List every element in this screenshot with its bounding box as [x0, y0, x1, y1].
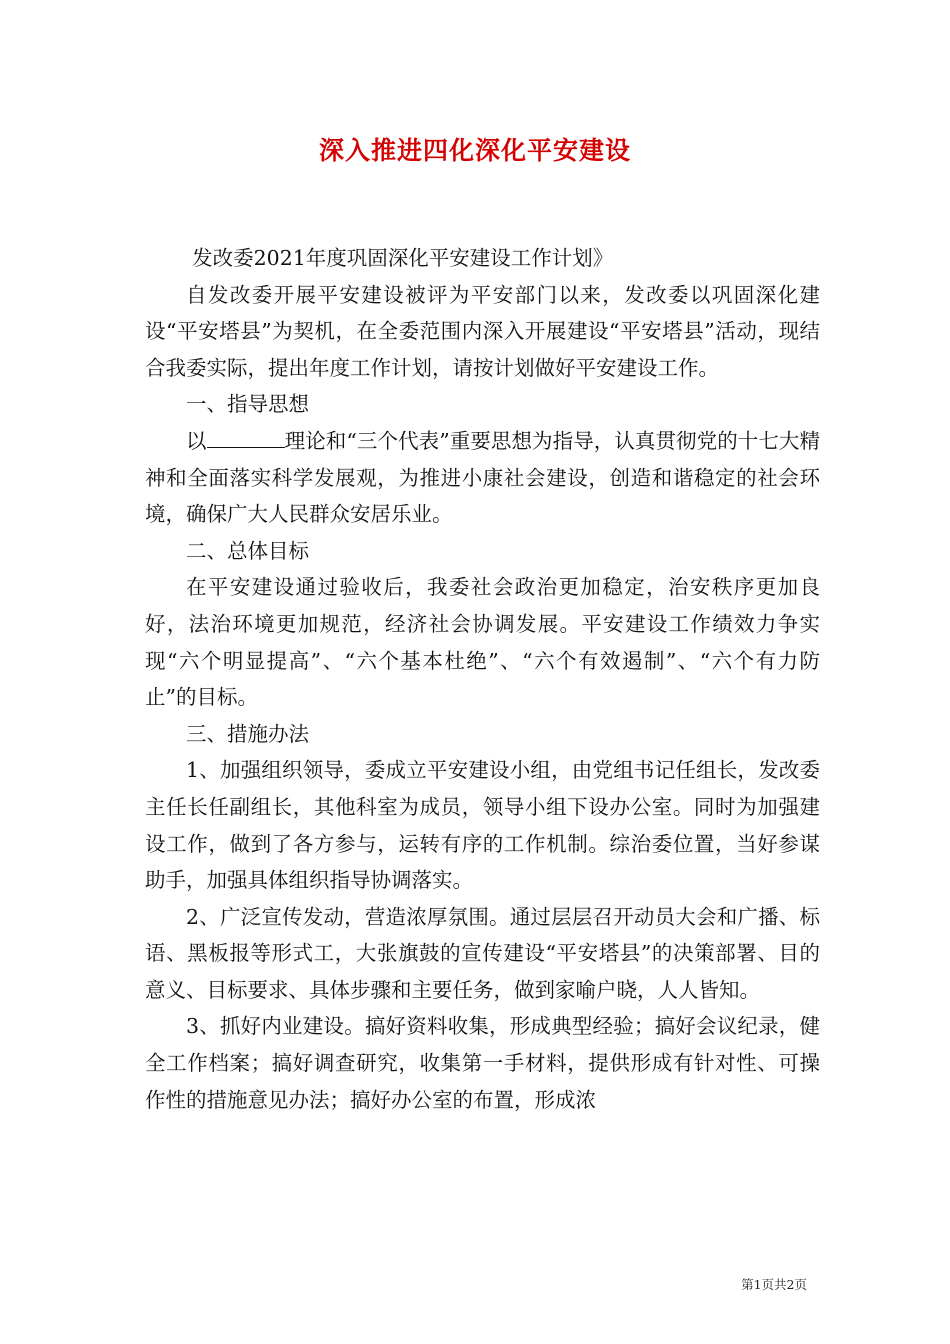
- intro-paragraph: 自发改委开展平安建设被评为平安部门以来，发改委以巩固深化建设“平安塔县”为契机，在全委范围内深入开展建设“平安塔县”活动，现结合我委实际，提出年度工作计划，请按计划做好平安建设工作。: [145, 282, 820, 380]
- measure-1-paragraph: 1、加强组织领导，委成立平安建设小组，由党组书记任组长，发改委主任长任副组长，其他科室为成员，领导小组下设办公室。同时为加强建设工作，做到了各方参与，运转有序的工作机制。综治委位置，当好参谋助手，加强具体组织指导协调落实。: [145, 758, 820, 893]
- document-subtitle: 发改委2021年度巩固深化平安建设工作计划》: [192, 246, 614, 270]
- section-3-heading: 三、措施办法: [186, 721, 309, 746]
- section-2-paragraph: 在平安建设通过验收后，我委社会政治更加稳定，治安秩序更加良好，法治环境更加规范，经济社会协调发展。平安建设工作绩效力争实现“六个明显提高”、“六个基本杜绝”、“六个有效遏制”、“六个有力防止”的目标。: [145, 575, 820, 710]
- measure-2-paragraph: 2、广泛宣传发动，营造浓厚氛围。通过层层召开动员大会和广播、标语、黑板报等形式工，大张旗鼓的宣传建设“平安塔县”的决策部署、目的意义、目标要求、具体步骤和主要任务，做到家喻户晓，人人皆知。: [145, 904, 820, 1002]
- fill-in-blank: [207, 426, 285, 448]
- measure-3-paragraph: 3、抓好内业建设。搞好资料收集，形成典型经验；搞好会议纪录，健全工作档案；搞好调查研究，收集第一手材料，提供形成有针对性、可操作性的措施意见办法；搞好办公室的布置，形成浓: [145, 1014, 820, 1112]
- section-2-heading: 二、总体目标: [186, 538, 309, 563]
- document-body: [145, 240, 820, 1118]
- section-1-body: 理论和“三个代表”重要思想为指导，认真贯彻党的十七大精神和全面落实科学发展观，为推进小康社会建设，创造和谐稳定的社会环境，确保广大人民群众安居乐业。: [145, 428, 820, 527]
- page-number: 第1页共2页: [741, 1277, 807, 1292]
- section-1-heading: 一、指导思想: [186, 392, 309, 417]
- section-1-paragraph: [145, 423, 820, 533]
- section-1-lead: 以: [186, 428, 207, 453]
- document-title: 深入推进四化深化平安建设: [318, 136, 631, 165]
